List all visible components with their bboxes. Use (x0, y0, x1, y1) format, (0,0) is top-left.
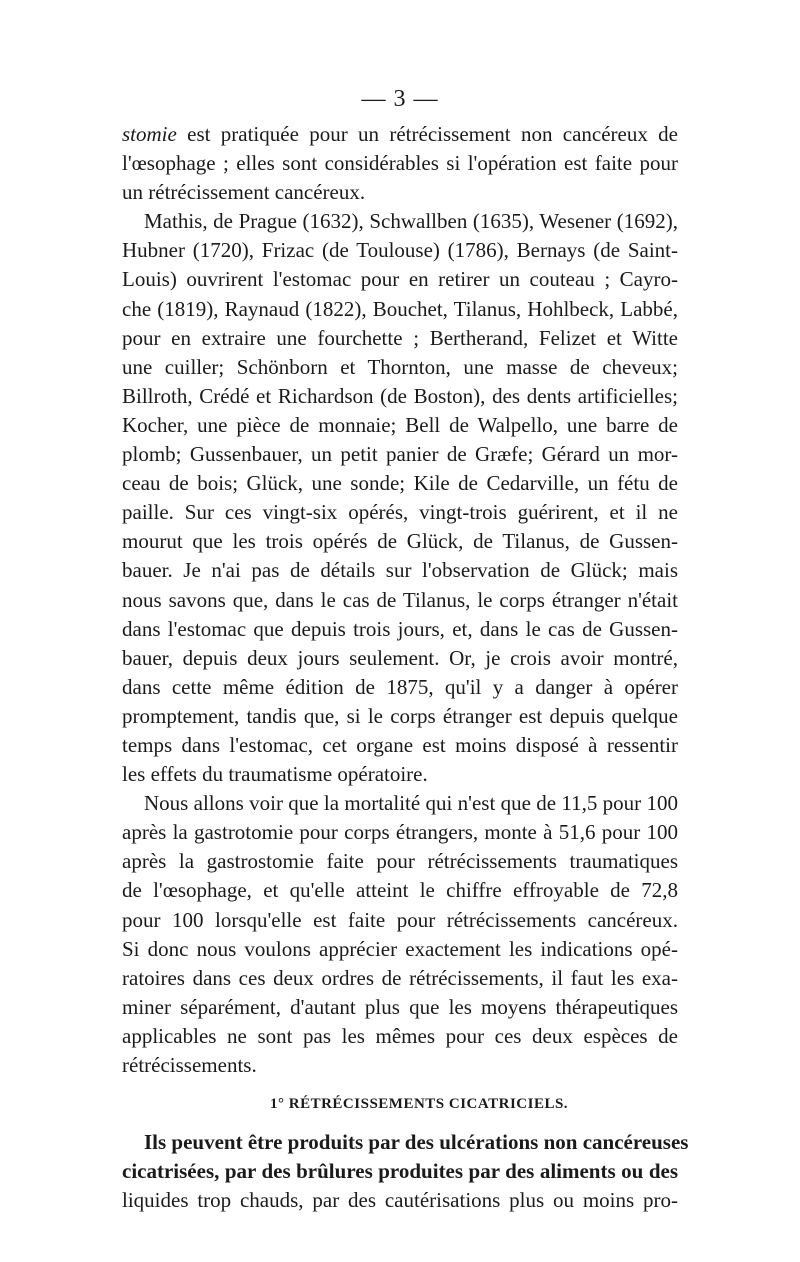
text-line: Ils peuvent être produits par des ulcérations non cancéreuses (144, 1130, 689, 1155)
paragraph-1 (122, 120, 678, 207)
text-line: dans cette même édition de 1875, qu'il y a danger à opérer (122, 674, 678, 699)
paragraph-4 (122, 1128, 689, 1215)
text-line: un rétrécissement cancéreux. (122, 180, 366, 205)
text-line: ratoires dans ces deux ordres de rétrécissements, il faut les exa- (122, 965, 678, 990)
text-line: dans l'estomac que depuis trois jours, et, dans le cas de Gussen- (122, 616, 678, 641)
text-line: liquides trop chauds, par des cautérisations plus ou moins pro- (122, 1188, 678, 1213)
text-line: mourut que les trois opérés de Glück, de Tilanus, de Gussen- (122, 529, 678, 554)
paragraph-2 (122, 207, 678, 789)
paragraph-3 (122, 789, 678, 1080)
page-number: — 3 — (361, 86, 439, 112)
text-line: bauer, depuis deux jours seulement. Or, je crois avoir montré, (122, 645, 678, 670)
text-line: après la gastrostomie faite pour rétrécissements traumatiques (122, 849, 678, 874)
text-line: miner séparément, d'autant plus que les moyens thérapeutiques (122, 994, 678, 1019)
text-line: bauer. Je n'ai pas de détails sur l'observation de Glück; mais (122, 558, 678, 583)
text-line: pour en extraire une fourchette ; Bertherand, Felizet et Witte (122, 325, 678, 350)
text-span: est pratiquée pour un rétrécissement non cancéreux de (176, 122, 678, 146)
text-line: de l'œsophage, et qu'elle atteint le chiffre effroyable de 72,8 (122, 878, 678, 903)
text-line: l'œsophage ; elles sont considérables si l'opération est faite pour (122, 151, 678, 176)
text-line: pour 100 lorsqu'elle est faite pour rétrécissements cancéreux. (122, 907, 678, 932)
text-line: Kocher, une pièce de monnaie; Bell de Walpello, une barre de (122, 412, 678, 437)
text-line: che (1819), Raynaud (1822), Bouchet, Tilanus, Hohlbeck, Labbé, (122, 296, 678, 321)
text-line: promptement, tandis que, si le corps étranger est depuis quelque (122, 703, 678, 728)
body-text (122, 120, 689, 1215)
text-line: Louis) ouvrirent l'estomac pour en retirer un couteau ; Cayro- (122, 267, 678, 292)
text-line: rétrécissements. (122, 1053, 257, 1077)
text-line: paille. Sur ces vingt-six opérés, vingt-trois guérirent, et il ne (122, 500, 678, 525)
text-line: ceau de bois; Glück, une sonde; Kile de Cedarville, un fétu de (122, 471, 678, 496)
text-line: cicatrisées, par des brûlures produites par des aliments ou des (122, 1159, 678, 1184)
text-line: Nous allons voir que la mortalité qui n'est que de 11,5 pour 100 (144, 791, 678, 816)
text-line: Si donc nous voulons apprécier exactement les indications opé- (122, 936, 678, 961)
italic-word: stomie (122, 122, 177, 146)
text-line: Hubner (1720), Frizac (de Toulouse) (1786), Bernays (de Saint- (122, 238, 678, 263)
text-line (122, 120, 678, 149)
text-line: Billroth, Crédé et Richardson (de Boston), des dents artificielles; (122, 383, 678, 408)
text-line: plomb; Gussenbauer, un petit panier de Græfe; Gérard un mor- (122, 442, 678, 467)
text-line: nous savons que, dans le cas de Tilanus, le corps étranger n'était (122, 587, 678, 612)
text-line: temps dans l'estomac, cet organe est moins disposé à ressentir (122, 732, 678, 757)
text-line: après la gastrotomie pour corps étrangers, monte à 51,6 pour 100 (122, 820, 678, 845)
text-line: applicables ne sont pas les mêmes pour ces deux espèces de (122, 1023, 678, 1048)
text-line: Mathis, de Prague (1632), Schwallben (1635), Wesener (1692), (144, 209, 678, 234)
section-heading: 1° RÉTRÉCISSEMENTS CICATRICIELS. (270, 1096, 569, 1113)
text-line: les effets du traumatisme opératoire. (122, 762, 428, 787)
text-line: une cuiller; Schönborn et Thornton, une masse de cheveux; (122, 354, 678, 379)
